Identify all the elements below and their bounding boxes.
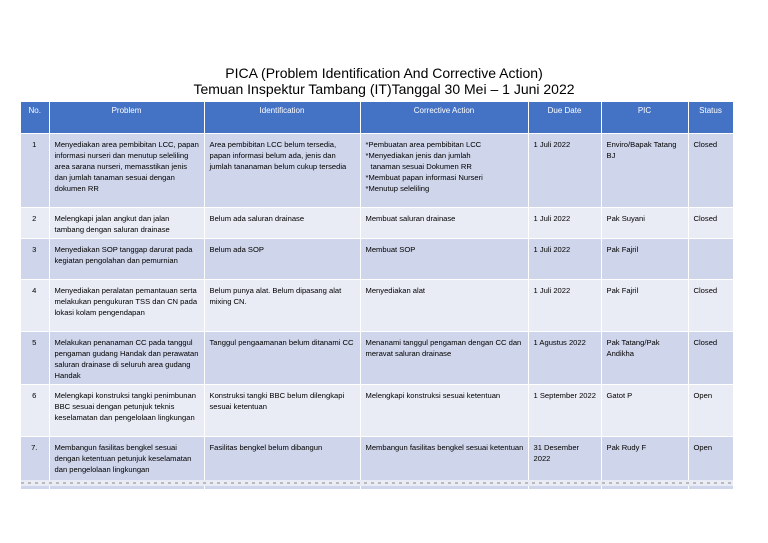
cell-identification: Fasilitas bengkel belum dibangun [204, 437, 360, 489]
corrective-action-line: *Menyediakan jenis dan jumlah [365, 151, 471, 160]
cell-due-date: 31 Desember 2022 [528, 437, 601, 489]
truncated-row-edge [21, 480, 733, 486]
cell-status: Closed [688, 208, 733, 239]
cell-no: 6 [21, 385, 49, 437]
cell-no: 3 [21, 239, 49, 280]
cell-due-date: 1 Agustus 2022 [528, 332, 601, 385]
cell-corrective-action: Membuat SOP [360, 239, 528, 280]
cell-pic: Enviro/Bapak Tatang BJ [601, 134, 688, 208]
cell-identification: Konstruksi tangki BBC belum dilengkapi sesuai ketentuan [204, 385, 360, 437]
corrective-action-line: tanaman sesuai Dokumen RR [370, 162, 472, 171]
table-row [21, 208, 733, 239]
cell-problem: Menyediakan peralatan pemantauan serta melakukan pengukuran TSS dan CN pada lokasi kolam pengendapan [49, 280, 204, 332]
cell-no: 4 [21, 280, 49, 332]
cell-corrective-action: Menyediakan alat [360, 280, 528, 332]
cell-due-date: 1 September 2022 [528, 385, 601, 437]
column-header-no: No. [21, 102, 49, 134]
column-header-status: Status [688, 102, 733, 134]
table-row [21, 332, 733, 385]
cell-pic: Gatot P [601, 385, 688, 437]
cell-status: Closed [688, 280, 733, 332]
cell-corrective-action [360, 134, 528, 208]
cell-problem: Melakukan penanaman CC pada tanggul pengaman gudang Handak dan perawatan saluran drainase di seluruh area gudang Handak [49, 332, 204, 385]
cell-status: Open [688, 437, 733, 489]
cell-problem: Membangun fasilitas bengkel sesuai dengan ketentuan petunjuk keselamatan dan pengelolaan lingkungan [49, 437, 204, 489]
cell-due-date: 1 Juli 2022 [528, 239, 601, 280]
cell-problem: Melengkapi jalan angkut dan jalan tambang dengan saluran drainase [49, 208, 204, 239]
cell-identification: Tanggul pengaamanan belum ditanami CC [204, 332, 360, 385]
cell-due-date: 1 Juli 2022 [528, 134, 601, 208]
cell-pic: Pak Fajril [601, 239, 688, 280]
cell-status [688, 239, 733, 280]
cell-problem: Melengkapi konstruksi tangki penimbunan BBC sesuai dengan petunjuk teknis keselamatan dan pengelolaan lingkungan [49, 385, 204, 437]
cell-pic: Pak Suyani [601, 208, 688, 239]
cell-identification: Area pembibitan LCC belum tersedia, papan informasi belum ada, jenis dan jumlah tananaman belum cukup tersedia [204, 134, 360, 208]
column-header-corrective-action: Corrective Action [360, 102, 528, 134]
cell-problem: Menyediakan area pembibitan LCC, papan informasi nurseri dan menutup seleliling area sarana nurseri, memasstikan jenis dan jumlah tanaman sesuai dengan dokumen RR [49, 134, 204, 208]
cell-status: Closed [688, 134, 733, 208]
cell-no: 5 [21, 332, 49, 385]
cell-identification: Belum punya alat. Belum dipasang alat mixing CN. [204, 280, 360, 332]
cell-corrective-action: Membangun fasilitas bengkel sesuai ketentuan [360, 437, 528, 489]
cell-corrective-action: Membuat saluran drainase [360, 208, 528, 239]
cell-pic: Pak Rudy F [601, 437, 688, 489]
cell-due-date: 1 Juli 2022 [528, 280, 601, 332]
column-header-due-date: Due Date [528, 102, 601, 134]
cell-no: 2 [21, 208, 49, 239]
cell-problem: Menyediakan SOP tanggap darurat pada kegiatan pengolahan dan pemurnian [49, 239, 204, 280]
table-row [21, 134, 733, 208]
table-row [21, 385, 733, 437]
document-title: PICA (Problem Identification And Corrective Action) [225, 65, 543, 81]
pica-table [21, 102, 734, 489]
cell-corrective-action: Melengkapi konstruksi sesuai ketentuan [360, 385, 528, 437]
cell-no: 1 [21, 134, 49, 208]
cell-corrective-action: Menanami tanggul pengaman dengan CC dan meravat saluran drainase [360, 332, 528, 385]
cell-no: 7. [21, 437, 49, 489]
cell-due-date: 1 Juli 2022 [528, 208, 601, 239]
column-header-problem: Problem [49, 102, 204, 134]
column-header-identification: Identification [204, 102, 360, 134]
table-row [21, 280, 733, 332]
corrective-action-line: *Pembuatan area pembibitan LCC [365, 140, 482, 149]
corrective-action-line: *Menutup seleliling [365, 184, 430, 193]
truncated-text-fragment [21, 482, 733, 484]
cell-status: Closed [688, 332, 733, 385]
table-row [21, 239, 733, 280]
document-subtitle: Temuan Inspektur Tambang (IT)Tanggal 30 Mei – 1 Juni 2022 [193, 81, 575, 97]
corrective-action-line: *Membuat papan informasi Nurseri [365, 173, 483, 182]
cell-pic: Pak Fajril [601, 280, 688, 332]
cell-identification: Belum ada saluran drainase [204, 208, 360, 239]
cell-identification: Belum ada SOP [204, 239, 360, 280]
column-header-pic: PIC [601, 102, 688, 134]
cell-pic: Pak Tatang/Pak Andikha [601, 332, 688, 385]
cell-status: Open [688, 385, 733, 437]
table-header-row [21, 102, 733, 134]
